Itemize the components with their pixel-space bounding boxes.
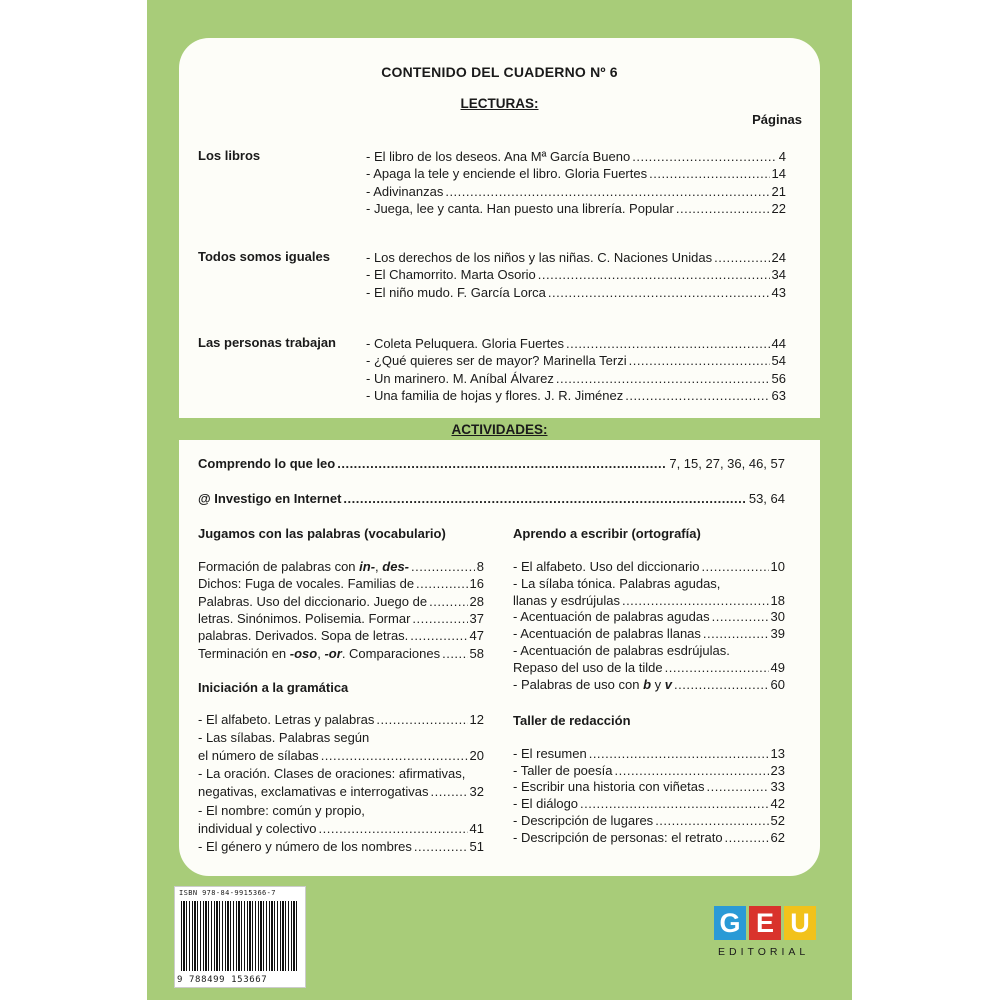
entry-text bbox=[198, 627, 408, 644]
emphasis-text: des- bbox=[382, 559, 410, 574]
dot-leader bbox=[589, 745, 769, 762]
page-number: 23 bbox=[770, 762, 785, 778]
text-segment: Repaso del uso de la tilde bbox=[513, 659, 663, 675]
page-number: 43 bbox=[771, 284, 786, 300]
page-number: 21 bbox=[771, 183, 786, 199]
dot-leader bbox=[343, 490, 746, 507]
gramatica-title: Iniciación a la gramática bbox=[198, 680, 349, 695]
entry-text bbox=[366, 183, 443, 200]
dot-leader bbox=[649, 165, 769, 182]
dot-leader bbox=[629, 352, 770, 369]
page-number: 4 bbox=[778, 149, 786, 164]
geu-editorial-logo bbox=[714, 906, 818, 962]
reading-entry bbox=[366, 165, 786, 182]
dot-leader bbox=[632, 148, 777, 165]
dot-leader bbox=[622, 592, 769, 609]
dot-leader bbox=[412, 610, 467, 627]
text-segment: - Juega, lee y canta. Han puesto una librería. Popular bbox=[366, 200, 674, 216]
page-number: 14 bbox=[771, 166, 786, 182]
page-number: 62 bbox=[770, 829, 785, 845]
page-number: 12 bbox=[469, 712, 484, 727]
dot-leader bbox=[538, 266, 770, 283]
entry-text bbox=[513, 592, 620, 609]
emphasis-text: -or bbox=[324, 645, 342, 661]
text-segment: - Descripción de personas: el retrato bbox=[513, 829, 723, 845]
vocabulario-entry bbox=[198, 610, 484, 627]
page-number: 32 bbox=[469, 784, 484, 800]
reading-entry bbox=[366, 352, 786, 369]
emphasis-text: b bbox=[643, 676, 652, 692]
logo-letter-g: G bbox=[714, 906, 746, 940]
text-segment: - Un marinero. M. Aníbal Álvarez bbox=[366, 370, 554, 386]
page-number: 8 bbox=[476, 559, 484, 574]
page-number: 18 bbox=[770, 592, 785, 608]
text-segment: - El alfabeto. Letras y palabras bbox=[198, 712, 375, 727]
gramatica-entry bbox=[198, 783, 484, 800]
dot-leader bbox=[712, 608, 769, 625]
dot-leader bbox=[676, 200, 770, 217]
entry-text bbox=[198, 610, 410, 627]
page-number: 51 bbox=[469, 838, 484, 854]
text-segment: llanas y esdrújulas bbox=[513, 592, 620, 608]
ortografia-entry bbox=[513, 676, 785, 693]
page-number: 60 bbox=[770, 676, 785, 692]
entry-text bbox=[513, 745, 587, 762]
gramatica-entry bbox=[198, 729, 484, 746]
page-number: 56 bbox=[771, 370, 786, 386]
dot-leader bbox=[615, 762, 769, 779]
text-segment: - ¿Qué quieres ser de mayor? Marinella Terzi bbox=[366, 353, 627, 369]
entry-text bbox=[366, 370, 554, 387]
page-number: 37 bbox=[469, 610, 484, 626]
text-segment: - Apaga la tele y enciende el libro. Gloria Fuertes bbox=[366, 166, 648, 182]
entry-text bbox=[513, 642, 730, 659]
text-segment: Dichos: Fuga de vocales. Familias de bbox=[198, 576, 415, 592]
dot-leader bbox=[701, 558, 768, 575]
gramatica-entry bbox=[198, 802, 484, 819]
page-number: 58 bbox=[469, 645, 484, 661]
redaccion-title: Taller de redacción bbox=[513, 713, 631, 728]
reading-entry bbox=[366, 387, 786, 404]
dot-leader bbox=[410, 627, 467, 644]
ortografia-entry bbox=[513, 558, 785, 575]
reading-entry bbox=[366, 335, 786, 352]
dot-leader bbox=[706, 778, 768, 795]
entry-text bbox=[198, 747, 319, 764]
reading-entry bbox=[366, 370, 786, 387]
entry-text bbox=[366, 249, 712, 266]
reading-entry bbox=[366, 148, 786, 165]
redaccion-entry bbox=[513, 795, 785, 812]
text-segment: - Coleta Peluquera. Gloria Fuertes bbox=[366, 336, 564, 351]
isbn-label: ISBN 978-84-9915366-7 bbox=[179, 889, 276, 897]
dot-leader bbox=[337, 455, 667, 472]
text-segment: - La oración. Clases de oraciones: afirmativas, bbox=[198, 766, 466, 782]
page-number: 42 bbox=[770, 796, 785, 812]
dot-leader bbox=[445, 183, 769, 200]
dot-leader bbox=[674, 676, 769, 693]
barcode-bars bbox=[181, 901, 299, 971]
dot-leader bbox=[665, 659, 769, 676]
vocabulario-entry bbox=[198, 593, 484, 610]
reading-entry bbox=[366, 200, 786, 217]
redaccion-entry bbox=[513, 745, 785, 762]
logo-letter-e: E bbox=[749, 906, 781, 940]
comprendo-entry bbox=[198, 455, 785, 472]
entry-text bbox=[198, 783, 429, 800]
page-number: 44 bbox=[771, 336, 786, 351]
entry-text bbox=[198, 711, 374, 728]
actividades-header: ACTIVIDADES: bbox=[451, 422, 548, 437]
internet-label: @ Investigo en Internet bbox=[198, 491, 342, 506]
text-segment: - El niño mudo. F. García Lorca bbox=[366, 284, 546, 300]
reading-entry bbox=[366, 284, 786, 301]
internet-pages: 53, 64 bbox=[748, 491, 785, 506]
entry-text bbox=[513, 625, 701, 642]
text-segment: - El alfabeto. Uso del diccionario bbox=[513, 559, 700, 574]
entry-text bbox=[513, 575, 720, 592]
entry-text bbox=[513, 659, 663, 676]
logo-letter-u: U bbox=[784, 906, 816, 940]
page-number: 63 bbox=[771, 387, 786, 403]
reading-entry bbox=[366, 183, 786, 200]
text-segment: - Una familia de hojas y flores. J. R. Jiménez bbox=[366, 387, 624, 403]
emphasis-text: -oso bbox=[289, 645, 318, 661]
entry-text bbox=[366, 335, 564, 352]
page-number: 24 bbox=[771, 250, 786, 265]
category-label: Todos somos iguales bbox=[198, 249, 330, 264]
comprendo-pages: 7, 15, 27, 36, 46, 57 bbox=[669, 456, 785, 471]
paginas-label: Páginas bbox=[752, 112, 802, 127]
text-segment: Terminación en bbox=[198, 645, 290, 661]
dot-leader bbox=[442, 645, 467, 662]
dot-leader bbox=[725, 829, 769, 846]
dot-leader bbox=[319, 820, 468, 837]
page-number: 13 bbox=[770, 746, 785, 761]
text-segment: , bbox=[375, 559, 383, 574]
redaccion-entry bbox=[513, 762, 785, 779]
ortografia-entry bbox=[513, 592, 785, 609]
dot-leader bbox=[376, 711, 467, 728]
entry-text bbox=[198, 838, 412, 855]
page-number: 49 bbox=[770, 659, 785, 675]
page-number: 47 bbox=[469, 628, 484, 644]
ortografia-entry bbox=[513, 659, 785, 676]
text-segment: , bbox=[317, 645, 325, 661]
dot-leader bbox=[625, 387, 769, 404]
entry-text bbox=[513, 608, 710, 625]
entry-text bbox=[198, 802, 365, 819]
text-segment: - Escribir una historia con viñetas bbox=[513, 779, 705, 795]
entry-text bbox=[366, 352, 627, 369]
entry-text bbox=[198, 765, 465, 782]
text-segment: . Comparaciones bbox=[341, 645, 441, 661]
entry-text bbox=[366, 148, 630, 165]
dot-leader bbox=[703, 625, 769, 642]
page-number: 52 bbox=[770, 812, 785, 828]
text-segment: - Adivinanzas bbox=[366, 183, 444, 199]
dot-leader bbox=[431, 783, 468, 800]
category-label: Los libros bbox=[198, 148, 261, 163]
text-segment: - Los derechos de los niños y las niñas. C. Naciones Unidas bbox=[366, 250, 713, 265]
page-number: 54 bbox=[771, 353, 786, 369]
dot-leader bbox=[416, 575, 467, 592]
internet-entry bbox=[198, 490, 785, 507]
reading-entry bbox=[366, 266, 786, 283]
dot-leader bbox=[429, 593, 467, 610]
entry-text bbox=[198, 820, 317, 837]
gramatica-entry bbox=[198, 820, 484, 837]
page-number: 41 bbox=[469, 820, 484, 836]
entry-text bbox=[513, 558, 699, 575]
page-number: 28 bbox=[469, 593, 484, 609]
category-label: Las personas trabajan bbox=[198, 335, 336, 350]
entry-text bbox=[513, 778, 704, 795]
barcode-number: 9 788499 153667 bbox=[177, 975, 268, 985]
text-segment: - El diálogo bbox=[513, 796, 579, 812]
text-segment: negativas, exclamativas e interrogativas bbox=[198, 784, 429, 800]
entry-text bbox=[366, 284, 546, 301]
entry-text bbox=[366, 266, 536, 283]
entry-text bbox=[198, 593, 427, 610]
vocabulario-entry bbox=[198, 645, 484, 662]
ortografia-title: Aprendo a escribir (ortografía) bbox=[513, 526, 701, 541]
emphasis-text: v bbox=[664, 676, 672, 692]
page-number: 39 bbox=[770, 626, 785, 642]
dot-leader bbox=[714, 249, 769, 266]
text-segment: - La sílaba tónica. Palabras agudas, bbox=[513, 575, 721, 591]
entry-text bbox=[513, 795, 578, 812]
page-number: 33 bbox=[770, 779, 785, 795]
entry-text bbox=[198, 729, 369, 746]
text-segment: y bbox=[651, 676, 665, 692]
text-segment: - El resumen bbox=[513, 746, 587, 761]
vocabulario-entry bbox=[198, 575, 484, 592]
dot-leader bbox=[414, 838, 468, 855]
redaccion-entry bbox=[513, 829, 785, 846]
dot-leader bbox=[556, 370, 770, 387]
entry-text bbox=[198, 645, 440, 662]
entry-text bbox=[366, 387, 623, 404]
page-number: 20 bbox=[469, 748, 484, 764]
text-segment: - Acentuación de palabras esdrújulas. bbox=[513, 643, 730, 658]
emphasis-text: in- bbox=[359, 559, 376, 574]
entry-text bbox=[513, 762, 613, 779]
text-segment: - El género y número de los nombres bbox=[198, 838, 412, 854]
gramatica-entry bbox=[198, 765, 484, 782]
gramatica-entry bbox=[198, 838, 484, 855]
isbn-barcode bbox=[174, 886, 306, 988]
text-segment: - Taller de poesía bbox=[513, 762, 613, 778]
comprendo-label: Comprendo lo que leo bbox=[198, 456, 336, 471]
text-segment: Palabras. Uso del diccionario. Juego de bbox=[198, 593, 428, 609]
page-number: 30 bbox=[770, 609, 785, 625]
text-segment: el número de sílabas bbox=[198, 748, 319, 764]
dot-leader bbox=[580, 795, 768, 812]
text-segment: - Acentuación de palabras llanas bbox=[513, 626, 701, 642]
entry-text bbox=[198, 575, 414, 592]
vocabulario-entry bbox=[198, 558, 484, 575]
entry-text bbox=[513, 676, 672, 693]
dot-leader bbox=[321, 747, 468, 764]
text-segment: - El nombre: común y propio, bbox=[198, 802, 365, 818]
text-segment: - Palabras de uso con bbox=[513, 676, 644, 692]
page-title: CONTENIDO DEL CUADERNO Nº 6 bbox=[381, 64, 618, 80]
text-segment: - Descripción de lugares bbox=[513, 812, 654, 828]
redaccion-entry bbox=[513, 778, 785, 795]
text-segment: letras. Sinónimos. Polisemia. Formar bbox=[198, 610, 411, 626]
vocabulario-entry bbox=[198, 627, 484, 644]
text-segment: - El Chamorrito. Marta Osorio bbox=[366, 267, 536, 283]
entry-text bbox=[513, 829, 723, 846]
page-number: 10 bbox=[770, 559, 785, 574]
lecturas-header: LECTURAS: bbox=[460, 96, 539, 111]
dot-leader bbox=[411, 558, 475, 575]
dot-leader bbox=[548, 284, 770, 301]
page-number: 22 bbox=[771, 200, 786, 216]
redaccion-entry bbox=[513, 812, 785, 829]
ortografia-entry bbox=[513, 608, 785, 625]
page-number: 16 bbox=[469, 576, 484, 592]
ortografia-entry bbox=[513, 575, 785, 592]
text-segment: palabras. Derivados. Sopa de letras. bbox=[198, 628, 409, 644]
text-segment: - Las sílabas. Palabras según bbox=[198, 730, 370, 746]
gramatica-entry bbox=[198, 747, 484, 764]
text-segment: - Acentuación de palabras agudas bbox=[513, 609, 710, 625]
ortografia-entry bbox=[513, 642, 785, 659]
logo-editorial-text: EDITORIAL bbox=[718, 946, 810, 958]
gramatica-entry bbox=[198, 711, 484, 728]
ortografia-entry bbox=[513, 625, 785, 642]
entry-text bbox=[513, 812, 653, 829]
page-number: 34 bbox=[771, 267, 786, 283]
text-segment: Formación de palabras con bbox=[198, 559, 360, 574]
reading-entry bbox=[366, 249, 786, 266]
text-segment: - El libro de los deseos. Ana Mª García Bueno bbox=[366, 149, 631, 164]
dot-leader bbox=[655, 812, 768, 829]
entry-text bbox=[366, 200, 674, 217]
text-segment: individual y colectivo bbox=[198, 820, 317, 836]
entry-text bbox=[366, 165, 647, 182]
dot-leader bbox=[566, 335, 770, 352]
vocabulario-title: Jugamos con las palabras (vocabulario) bbox=[198, 526, 446, 541]
entry-text bbox=[198, 558, 409, 575]
